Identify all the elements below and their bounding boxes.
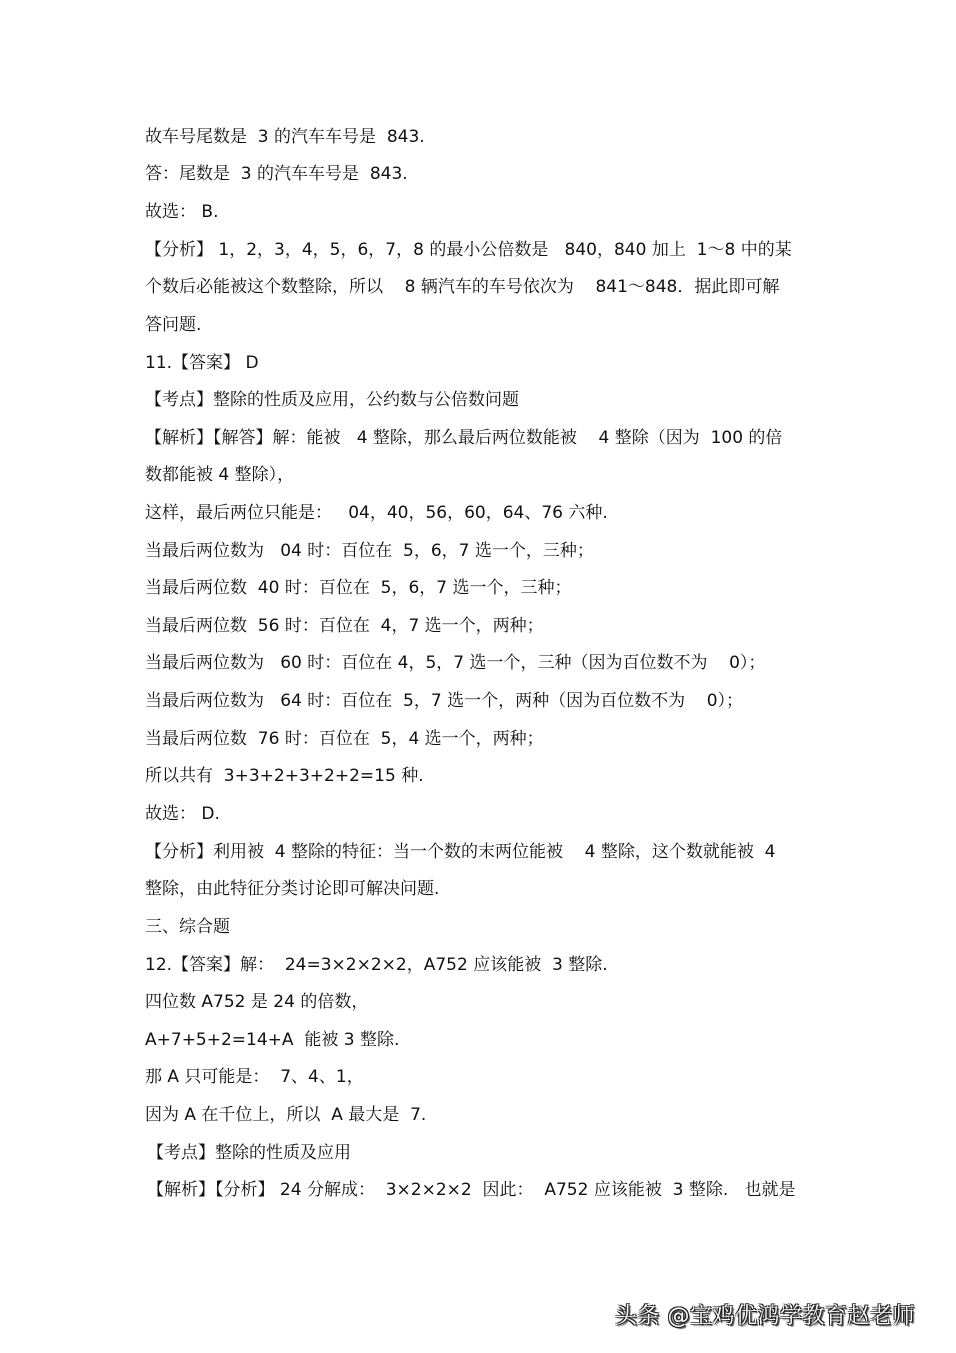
- text-line: 故车号尾数是 3 的汽车车号是 843.: [145, 127, 425, 147]
- total-line: 所以共有 3+3+2+3+2+2=15 种.: [145, 766, 424, 786]
- text-line: A+7+5+2=14+A 能被 3 整除.: [145, 1030, 400, 1050]
- knowledge-point-line: 【考点】整除的性质及应用: [147, 1143, 351, 1163]
- watermark: 头条 @宝鸡优鸿学教育赵老师: [615, 1304, 915, 1329]
- text-line: 故选： D.: [145, 804, 220, 824]
- solution-line: 【解析】【分析】 24 分解成： 3×2×2×2 因此： A752 应该能被 3 整除. 也就是: [147, 1180, 796, 1200]
- case-line: 当最后两位数 76 时：百位在 5，4 选一个，两种；: [145, 729, 544, 749]
- solution-line: 【解析】【解答】解：能被 4 整除，那么最后两位数能被 4 整除（因为 100 的倍: [145, 428, 783, 448]
- text-line: 整除，由此特征分类讨论即可解决问题.: [145, 879, 440, 899]
- answer-heading-12: 12.【答案】解： 24=3×2×2×2，A752 应该能被 3 整除.: [145, 955, 608, 975]
- text-line: 数都能被 4 整除），: [145, 465, 295, 485]
- text-line: 那 A 只可能是： 7、4、1，: [145, 1067, 364, 1087]
- case-line: 当最后两位数 40 时：百位在 5，6，7 选一个，三种；: [145, 578, 572, 598]
- knowledge-point-line: 【考点】整除的性质及应用，公约数与公倍数问题: [145, 390, 519, 410]
- section-heading: 三、综合题: [145, 917, 230, 937]
- analysis-line: 【分析】 1，2，3，4，5，6，7，8 的最小公倍数是 840，840 加上 1～8 中的某: [145, 240, 792, 260]
- text-line: 答问题.: [145, 315, 202, 335]
- case-line: 当最后两位数 56 时：百位在 4，7 选一个，两种；: [145, 616, 544, 636]
- text-line: 因为 A 在千位上，所以 A 最大是 7.: [145, 1105, 427, 1125]
- text-line: 答：尾数是 3 的汽车车号是 843.: [145, 164, 408, 184]
- text-line: 个数后必能被这个数整除，所以 8 辆汽车的车号依次为 841～848．据此即可解: [145, 277, 780, 297]
- text-line: 四位数 A752 是 24 的倍数，: [145, 992, 369, 1012]
- text-line: 这样，最后两位只能是： 04，40，56，60，64、76 六种.: [145, 503, 608, 523]
- case-line: 当最后两位数为 04 时：百位在 5，6，7 选一个，三种；: [145, 541, 594, 561]
- text-line: 故选： B.: [145, 202, 219, 222]
- case-line: 当最后两位数为 60 时：百位在 4，5，7 选一个，三种（因为百位数不为 0）；: [145, 653, 766, 673]
- case-line: 当最后两位数为 64 时：百位在 5，7 选一个，两种（因为百位数不为 0）；: [145, 691, 744, 711]
- analysis-line: 【分析】利用被 4 整除的特征：当一个数的末两位能被 4 整除，这个数就能被 4: [145, 842, 776, 862]
- answer-heading-11: 11.【答案】 D: [145, 353, 259, 373]
